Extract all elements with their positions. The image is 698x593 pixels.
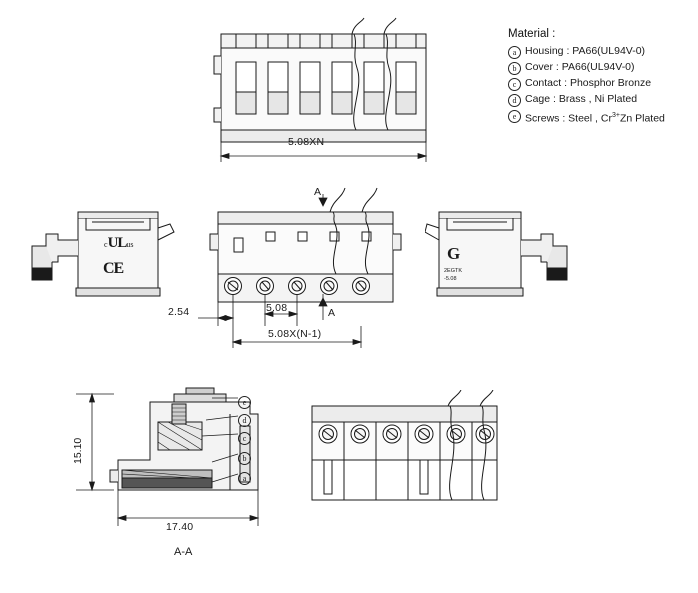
section-aa-view [62,382,312,567]
callout-badge-d: d [508,94,521,107]
ul-mark: cULus [104,235,134,251]
section-label: A-A [174,546,193,558]
material-title: Material : [508,28,556,40]
callout-badge-e: e [508,110,521,123]
material-item-a-text: Housing : PA66(UL94V-0) [525,45,646,57]
right-side-view [425,210,580,320]
material-item-a [508,45,694,59]
material-item-d [508,93,694,107]
left-side-view [18,210,178,320]
section-callout-c: c [238,428,251,446]
section-callout-a: a [238,468,251,486]
top-view-dimension-label: 5.08XN [288,136,325,148]
bottom-view [300,390,530,530]
section-callout-e: e [238,392,251,410]
material-item-c-text: Contact : Phosphor Bronze [525,77,652,89]
ce-mark: CE [103,260,124,277]
material-item-e-superscript: 3+ [611,112,620,119]
material-item-b [508,61,694,75]
section-dim-width: 17.40 [166,521,194,533]
section-marker-top-label: A [314,186,322,198]
material-item-b-text: Cover : PA66(UL94V-0) [525,61,635,73]
section-marker-bottom-label: A [328,307,336,319]
material-item-c [508,77,694,91]
material-list [508,28,694,126]
brand-logo: G [447,244,461,263]
callout-badge-a: a [508,46,521,59]
section-callout-b: b [238,448,251,466]
front-view-dim-left: 2.54 [168,306,190,318]
material-item-e-text: Screws : Steel , $Cr^{3+}Zn$ Plated [525,112,665,125]
material-item-d-text: Cage : Brass , Ni Plated [525,93,638,105]
part-number-line1: 2EGTK [444,268,463,274]
section-dim-height: 15.10 [72,437,84,464]
material-item-e [508,109,694,126]
callout-badge-b: b [508,62,521,75]
section-callout-d: d [238,410,251,428]
front-view-dim-total: 5.08X(N-1) [268,328,322,340]
callout-badge-c: c [508,78,521,91]
part-number-line2: -5.08 [444,276,457,282]
top-view [196,16,486,166]
front-view-dim-pitch: 5.08 [266,302,288,314]
